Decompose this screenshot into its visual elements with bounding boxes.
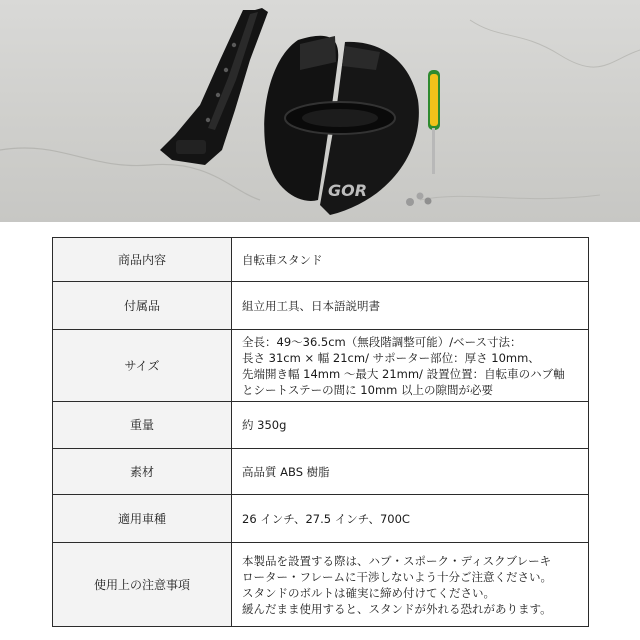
- spec-row: [53, 238, 589, 282]
- spec-row: [53, 282, 589, 330]
- spec-value: [232, 495, 589, 543]
- spec-label: 付属品: [53, 282, 232, 330]
- product-photo: [0, 0, 640, 222]
- stand-arm-piece: [160, 8, 268, 165]
- spec-table: [52, 237, 589, 627]
- screwdriver: [428, 70, 440, 174]
- spec-label: 適用車種: [53, 495, 232, 543]
- spec-label: 重量: [53, 402, 232, 449]
- spec-value-line: 緩んだまま使用すると、スタンドが外れる恐れがあります。: [242, 601, 552, 616]
- spec-row: [53, 495, 589, 543]
- spec-row: [53, 543, 589, 627]
- spec-value-line: 本製品を設置する際は、ハブ・スポーク・ディスクブレーキ: [242, 553, 552, 568]
- spec-label: 商品内容: [53, 238, 232, 282]
- stand-base-piece: [264, 36, 419, 215]
- spec-value-line: 全長：49～36.5cm（無段階調整可能）/ベース寸法：: [242, 334, 522, 349]
- spec-value-line: 約 350g: [242, 418, 287, 432]
- spec-row: [53, 402, 589, 449]
- spec-value-line: 組立用工具、日本語説明書: [242, 298, 380, 313]
- spec-value-line: 26 インチ、27.5 インチ、700C: [242, 511, 410, 526]
- spec-value: [232, 543, 589, 627]
- spec-row: [53, 449, 589, 495]
- spec-value-line: とシートステーの間に 10mm 以上の隙間が必要: [242, 382, 494, 397]
- spec-value: [232, 330, 589, 402]
- spec-value: [232, 238, 589, 282]
- spec-label: サイズ: [53, 330, 232, 402]
- product-photo-illustration: [0, 0, 640, 222]
- spec-value-line: スタンドのボルトは確実に締め付けてください。: [242, 585, 495, 600]
- spec-value-line: ローター・フレームに干渉しないよう十分ご注意ください。: [242, 569, 553, 584]
- spec-value: [232, 449, 589, 495]
- spec-value-line: 先端開き幅 14mm ～最大 21mm/ 設置位置：自転車のハブ軸: [242, 366, 565, 381]
- screws: [406, 193, 432, 207]
- spec-label: 使用上の注意事項: [53, 543, 232, 627]
- spec-value: [232, 282, 589, 330]
- spec-value: [232, 402, 589, 449]
- spec-value-line: 自転車スタンド: [242, 252, 323, 267]
- spec-value-line: 長さ 31cm × 幅 21cm/ サポーター部位：厚さ 10mm、: [242, 350, 540, 365]
- spec-label: 素材: [53, 449, 232, 495]
- logo-text: GOR: [328, 181, 368, 200]
- spec-value-line: 高品質 ABS 樹脂: [242, 464, 330, 479]
- spec-row: [53, 330, 589, 402]
